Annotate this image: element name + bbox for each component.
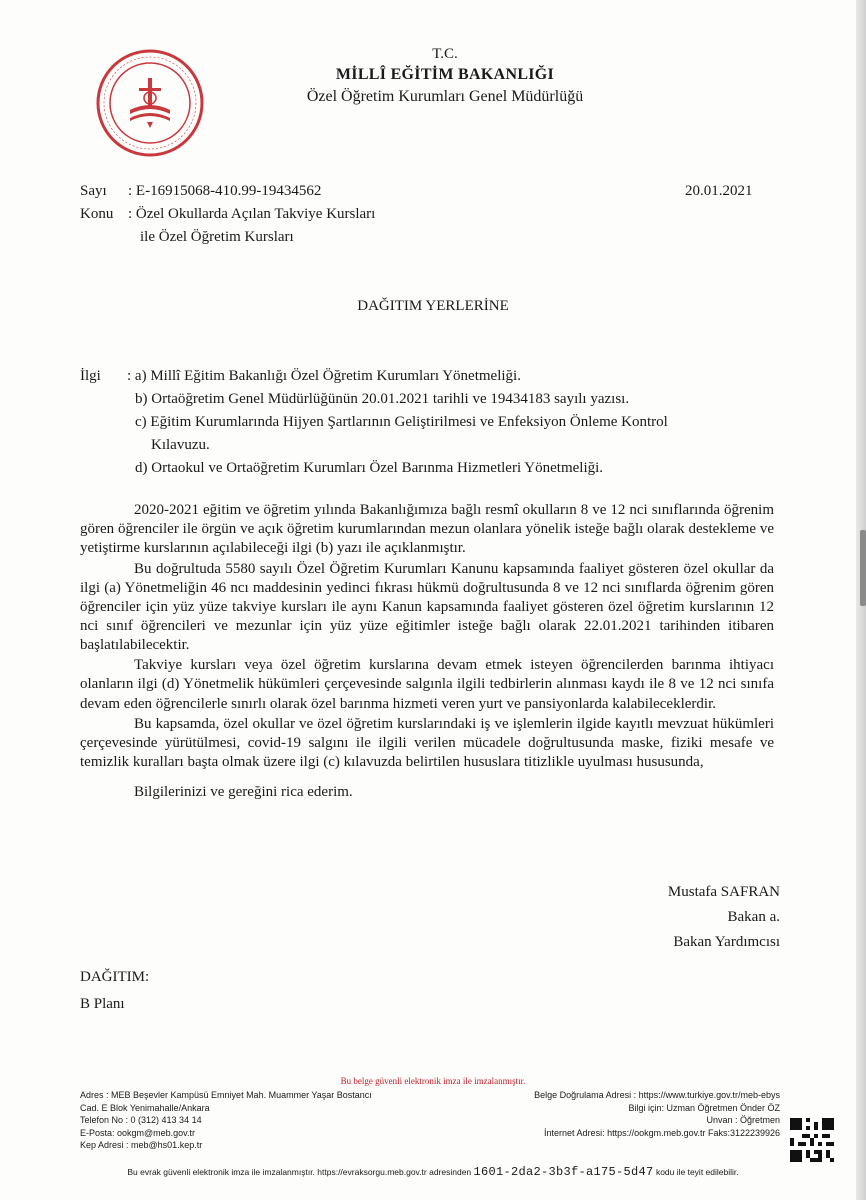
konu-label: Konu: [80, 206, 114, 222]
qr-code-icon: [790, 1118, 834, 1162]
paragraph-1: 2020-2021 eğitim ve öğretim yılında Bakanlığımıza bağlı resmî okulların 8 ve 12 nci sınıflarında öğrenim gören öğrenciler ile örgün ve açık öğretim kurumlarından mezun olanlara yönelik isteğe bağlı olarak destekleme ve yetiştirme kurslarının açılabileceği ilgi (b) yazı ile açıklanmıştır.: [80, 502, 774, 557]
header-department: Özel Öğretim Kurumları Genel Müdürlüğü: [306, 88, 584, 105]
footer-contact-person: Bilgi için: Uzman Öğretmen Önder ÖZ: [628, 1102, 780, 1113]
signatory-proxy: Bakan a.: [727, 909, 780, 925]
verification-prefix: Bu evrak güvenli elektronik imza ile imzalanmıştır. https://evraksorgu.meb.gov.tr adresinden: [127, 1167, 472, 1177]
footer-phone: Telefon No : 0 (312) 413 34 14: [80, 1115, 202, 1125]
scrollbar-thumb[interactable]: [860, 530, 866, 606]
konu-line-1: : Özel Okullarda Açılan Takviye Kursları: [128, 206, 376, 222]
ilgi-b-text: b) Ortaöğretim Genel Müdürlüğünün 20.01.2021 tarihli ve 19434183 sayılı yazısı.: [135, 391, 630, 407]
sayi-label: Sayı: [80, 183, 107, 199]
signatory-title: Bakan Yardımcısı: [673, 934, 780, 950]
ilgi-item-c-cont: [80, 434, 800, 457]
footer-verify-address: Belge Doğrulama Adresi : https://www.turkiye.gov.tr/meb-ebys: [534, 1090, 780, 1100]
ilgi-item-d: [80, 457, 800, 480]
footer-address: Adres : MEB Beşevler Kampüsü Emniyet Mah. Muammer Yaşar Bostancı: [80, 1090, 372, 1100]
ilgi-c-continuation: Kılavuzu.: [151, 437, 210, 453]
paragraph-2: Bu doğrultuda 5580 sayılı Özel Öğretim Kurumları Kanunu kapsamında faaliyet gösteren özel okullar da ilgi (a) Yönetmeliğin 46 ncı maddesinin yedinci fıkrası hükmü doğrultusunda 8 ve 12 nci sınıflarda öğrenim gören öğrenciler için yüz yüze takviye kursları ile aynı Kanun kapsamında faaliyet gösteren özel öğretim kurslarının 12 nci sınıf öğrencileri ve mezunlar için yüz yüze eğitimler isteğe bağlı olarak 22.01.2021 tarihinden itibaren başlatılabilecektir.: [80, 560, 774, 653]
header-ministry: MİLLÎ EĞİTİM BAKANLIĞI: [335, 66, 555, 83]
ilgi-item-c: [80, 411, 800, 434]
paragraph-3: Takviye kursları veya özel öğretim kurslarına devam etmek isteyen öğrencilerden barınma ihtiyacı olanların ilgi (d) Yönetmelik hükümleri çerçevesinde salgınla ilgili tedbirlerin alınması kaydı ile 8 ve 12 nci sınıfa devam eden öğrencilerle sınırlı olarak özel barınma hizmeti veren yurt ve pansiyonlarda kalabileceklerdir.: [80, 657, 774, 712]
footer-contact: [80, 1089, 460, 1152]
footer-info: [440, 1089, 780, 1139]
ilgi-item-b: [80, 388, 800, 411]
sayi-value: : E-16915068-410.99-19434562: [128, 183, 322, 199]
ilgi-item-a: [80, 365, 800, 388]
footer-address-2: Cad. E Blok Yenimahalle/Ankara: [80, 1102, 210, 1113]
verification-code: 1601-2da2-3b3f-a175-5d47: [473, 1165, 654, 1179]
e-signature-notice: Bu belge güvenli elektronik imza ile imzalanmıştır.: [340, 1076, 526, 1086]
distribution-title: DAĞITIM YERLERİNE: [357, 298, 509, 314]
distribution-label: DAĞITIM:: [80, 969, 150, 985]
ministry-seal-logo: [95, 48, 205, 158]
letter-body: [80, 501, 774, 804]
signature-block: [600, 880, 780, 955]
footer-kep: Kep Adresi : meb@hs01.kep.tr: [80, 1140, 203, 1150]
ilgi-d-text: d) Ortaokul ve Ortaöğretim Kurumları Özel Barınma Hizmetleri Yönetmeliği.: [135, 460, 604, 476]
footer-email: E-Posta: ookgm@meb.gov.tr: [80, 1127, 196, 1138]
document-date: 20.01.2021: [685, 183, 753, 199]
verification-line: [0, 1165, 866, 1179]
header-tc: T.C.: [432, 46, 458, 62]
closing-line: Bilgilerinizi ve gereğini rica ederim.: [134, 784, 353, 801]
ilgi-a-text: : a) Millî Eğitim Bakanlığı Özel Öğretim Kurumları Yönetmeliği.: [127, 368, 521, 384]
distribution-block: [80, 964, 149, 1018]
footer-title: Unvan : Öğretmen: [706, 1115, 780, 1125]
ilgi-c-text: c) Eğitim Kurumlarında Hijyen Şartlarının Geliştirilmesi ve Enfeksiyon Önleme Kontrol: [135, 414, 668, 430]
paragraph-4: Bu kapsamda, özel okullar ve özel öğretim kurslarındaki iş ve işlemlerin ilgide kayıtlı mevzuat hükümleri çerçevesinde yürütülmesi, covid-19 salgını ile ilgili verilen mücadele doğrultusunda maske, fiziki mesafe ve temizlik kuralları başta olmak üzere ilgi (c) kılavuzda belirtilen hususlara titizlikle uyulması hususunda,: [80, 715, 774, 771]
footer-website-fax: İnternet Adresi: https://ookgm.meb.gov.tr Faks:3122239926: [544, 1127, 780, 1138]
ilgi-section: [80, 365, 800, 480]
ilgi-label: İlgi: [80, 368, 101, 384]
verification-suffix: kodu ile teyit edilebilir.: [655, 1167, 739, 1177]
distribution-value: B Planı: [80, 996, 125, 1012]
konu-line-2: ile Özel Öğretim Kursları: [140, 229, 294, 245]
signatory-name: Mustafa SAFRAN: [667, 884, 780, 900]
